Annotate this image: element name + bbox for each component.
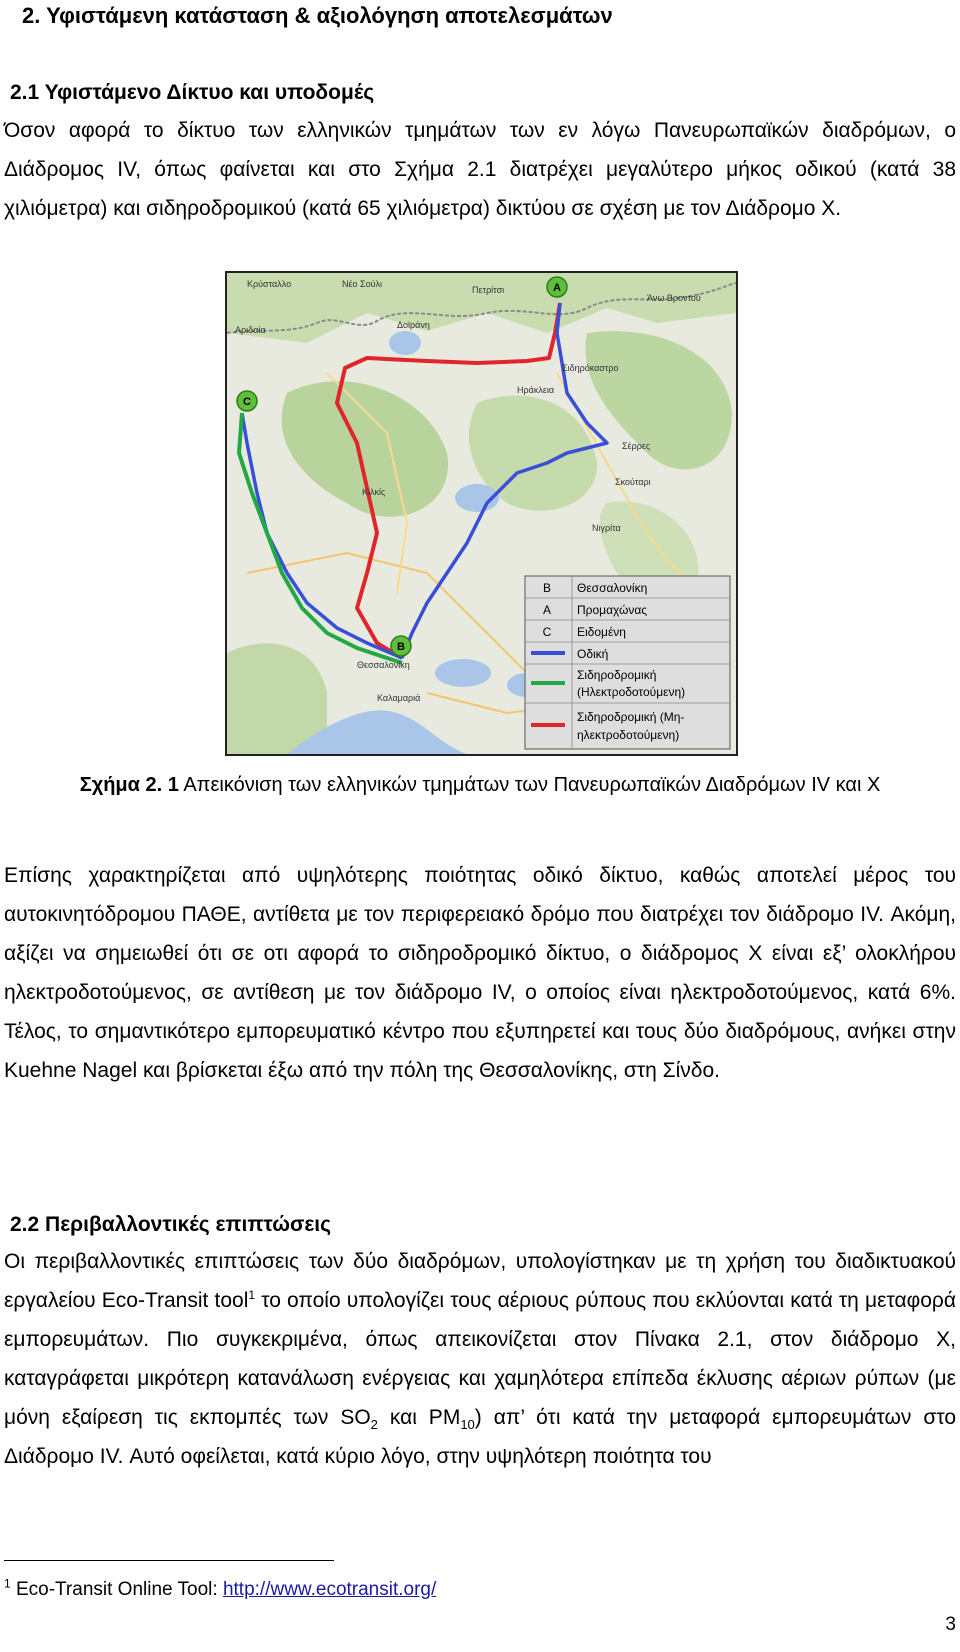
map-label: Σέρρες xyxy=(622,441,651,451)
env-text-part-c: και PM xyxy=(377,1406,461,1429)
map-label: Κρύσταλλο xyxy=(247,279,292,289)
legend-key-a: A xyxy=(542,603,552,617)
paragraph-environment-text xyxy=(4,1242,956,1476)
legend-label-eidomeni: Ειδομένη xyxy=(577,625,626,639)
legend-label-rail-non-electrified-2: ηλεκτροδοτούμενη) xyxy=(577,728,680,742)
legend-label-promachonas: Προμαχώνας xyxy=(577,603,648,617)
footnote-link[interactable]: http://www.ecotransit.org/ xyxy=(222,1579,437,1600)
env-text-part-d: ) απ’ ότι κατά την μεταφορά εμπορευμάτων στο Διάδρομο IV. Αυτό οφείλεται, κατά κύριο λόγο, στην υψηλότερη ποιότητα του xyxy=(4,1406,956,1468)
figure-caption-label: Σχήμα 2. 1 xyxy=(79,774,179,796)
figure-caption-text: Απεικόνιση των ελληνικών τμημάτων των Πανευρωπαϊκών Διαδρόμων IV και Χ xyxy=(178,774,881,796)
footnote-text: Eco-Transit Online Tool: xyxy=(10,1579,223,1600)
legend-label-road: Οδική xyxy=(577,647,609,661)
legend-label-rail-non-electrified: Σιδηροδρομική (Μη- xyxy=(577,710,685,724)
marker-a xyxy=(547,277,567,297)
marker-c xyxy=(237,391,257,411)
footnote xyxy=(4,1578,436,1602)
paragraph-quality-text: Επίσης χαρακτηρίζεται από υψηλότερης ποιότητας οδικό δίκτυο, καθώς αποτελεί μέρος του αυτοκινητόδρομου ΠΑΘΕ, αντίθετα με τον περιφερειακό δρόμο που διατρέχει τον διάδρομο IV. Ακόμη, αξίζει να σημειωθεί ότι σε οτι αφορά το σιδηροδρομικό δίκτυο, ο διάδρομος Χ είναι εξ’ ολοκλήρου ηλεκτροδοτούμενος, σε αντίθεση με τον διάδρομο IV, ο οποίος είναι ηλεκτροδοτούμενος, κατά 6%. Τέλος, το σημαντικότερο εμπορευματικό κέντρο που εξυπηρετεί και τους δύο διαδρόμους, ανήκει στην Kuehne Nagel και βρίσκεται έξω από την πόλη της Θεσσαλονίκης, στη Σίνδο. xyxy=(4,864,956,1082)
map-label: Δοϊράνη xyxy=(397,320,430,330)
map-label: Νέο Σούλι xyxy=(342,279,383,289)
map-label: Άνω Βροντού xyxy=(647,293,701,303)
legend-key-c: C xyxy=(542,625,552,639)
footnote-divider xyxy=(4,1560,334,1561)
corridor-map xyxy=(227,273,736,754)
subsection-heading-2-2: 2.2 Περιβαλλοντικές επιπτώσεις xyxy=(10,1213,332,1236)
map-label: Καλαμαριά xyxy=(377,693,421,703)
marker-b-label: B xyxy=(397,641,405,653)
footnote-mark: 1 xyxy=(4,1576,11,1591)
pm10-subscript: 10 xyxy=(460,1417,475,1433)
so2-subscript: 2 xyxy=(370,1417,378,1433)
map-legend xyxy=(525,576,730,749)
marker-a-label: A xyxy=(553,282,561,294)
paragraph-environment xyxy=(4,1242,956,1476)
section-heading: 2. Υφιστάμενη κατάσταση & αξιολόγηση αποτελεσμάτων xyxy=(22,3,613,28)
map-label: Πετρίτσι xyxy=(472,285,505,295)
corridor-map-figure xyxy=(225,271,738,756)
legend-label-thessaloniki: Θεσσαλονίκη xyxy=(577,581,648,595)
paragraph-quality xyxy=(4,856,956,1090)
marker-b xyxy=(391,636,411,656)
lake-doirani xyxy=(389,331,421,355)
env-text-part-a: Οι περιβαλλοντικές επιπτώσεις των δύο διαδρόμων, υπολογίστηκαν με τη χρήση του διαδικτυακού εργαλείου Eco-Transit tool xyxy=(4,1250,956,1312)
map-label: Νιγρίτα xyxy=(592,523,621,533)
map-label: Σκούταρι xyxy=(615,477,651,487)
map-label: Ηράκλεια xyxy=(517,385,555,395)
legend-label-rail-electrified-2: (Ηλεκτροδοτούμενη) xyxy=(577,685,686,699)
paragraph-network-text: Όσον αφορά το δίκτυο των ελληνικών τμημάτων των εν λόγω Πανευρωπαϊκών διαδρόμων, ο Διάδρομος IV, όπως φαίνεται και στο Σχήμα 2.1 διατρέχει μεγαλύτερο μήκος οδικού (κατά 38 χιλιόμετρα) και σιδηροδρομικού (κατά 65 χιλιόμετρα) δικτύου σε σχέση με τον Διάδρομο Χ. xyxy=(4,119,956,220)
paragraph-network xyxy=(4,111,956,228)
lake-koronia xyxy=(435,659,491,687)
subsection-heading-2-1: 2.1 Υφιστάμενο Δίκτυο και υποδομές xyxy=(10,81,375,104)
legend-key-b: B xyxy=(542,581,552,595)
figure-caption xyxy=(4,768,956,802)
map-label: Κιλκίς xyxy=(362,487,386,497)
marker-c-label: C xyxy=(243,396,251,408)
legend-label-rail-electrified: Σιδηροδρομική xyxy=(577,668,657,682)
footnote-reference[interactable]: 1 xyxy=(248,1288,256,1302)
page-number: 3 xyxy=(945,1614,956,1635)
map-label: Αριδαία xyxy=(235,325,266,335)
map-label: Θεσσαλονίκη xyxy=(357,660,410,670)
map-label: Σιδηρόκαστρο xyxy=(562,363,619,373)
env-text-part-b: το οποίο υπολογίζει τους αέριους ρύπους που εκλύονται κατά τη μεταφορά εμπορευμάτων. Πιο συγκεκριμένα, όπως απεικονίζεται στον Πίνακα 2.1, στον διάδρομο Χ, καταγράφεται μικρότερη κατανάλωση ενέργειας και χαμηλότερα επίπεδα έκλυσης αέριων ρύπων (με μόνη εξαίρεση τις εκπομπές των SO xyxy=(4,1289,956,1429)
